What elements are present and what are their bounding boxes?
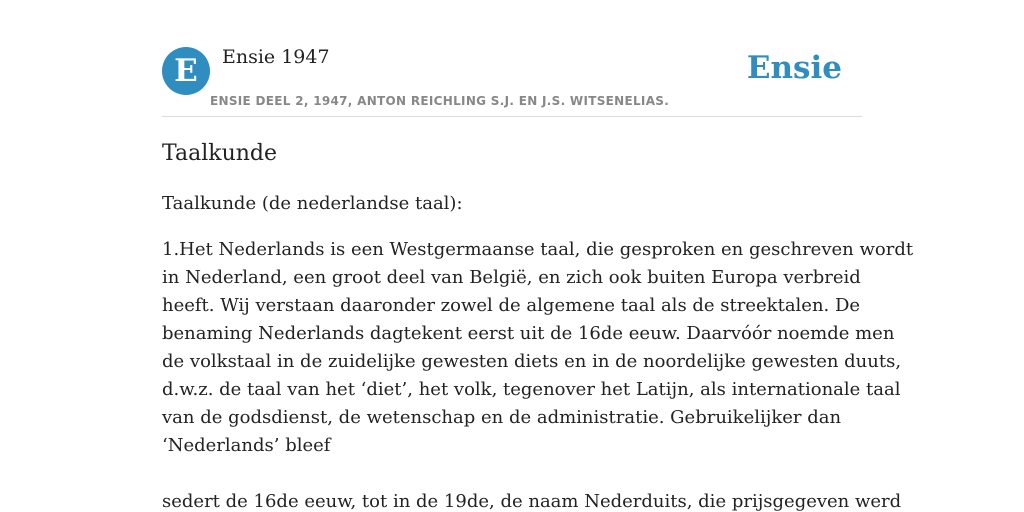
source-subtitle: ENSIE DEEL 2, 1947, ANTON REICHLING S.J. EN J.S. WITSENELIAS.: [210, 94, 670, 108]
paragraph-line: de volkstaal in de zuidelijke gewesten diets en in de noordelijke gewesten duuts,: [162, 351, 902, 372]
site-header: [162, 40, 862, 117]
article-heading: Taalkunde: [162, 141, 278, 166]
ensie-logo-icon[interactable]: E: [162, 47, 210, 95]
paragraph-line: van de godsdienst, de wetenschap en de administratie. Gebruikelijker dan: [162, 407, 842, 428]
site-title[interactable]: Ensie 1947: [222, 46, 330, 68]
paragraph-line: ‘Nederlands’ bleef: [162, 435, 331, 456]
paragraph-line: heeft. Wij verstaan daaronder zowel de algemene taal als de streektalen. De: [162, 295, 861, 316]
paragraph-line: in Nederland, een groot deel van België, en zich ook buiten Europa verbreid: [162, 267, 861, 288]
paragraph-line: 1.Het Nederlands is een Westgermaanse taal, die gesproken en geschreven wordt: [162, 239, 914, 260]
paragraph-line: benaming Nederlands dagtekent eerst uit de 16de eeuw. Daarvóór noemde men: [162, 323, 895, 344]
article-content: [162, 138, 914, 512]
article-paragraph: [162, 236, 914, 460]
paragraph-line: d.w.z. de taal van het ‘diet’, het volk, tegenover het Latijn, als internationale taal: [162, 379, 901, 400]
article-lead: Taalkunde (de nederlandse taal):: [162, 193, 463, 214]
article-paragraph-continued: sedert de 16de eeuw, tot in de 19de, de naam Nederduits, die prijsgegeven werd: [162, 491, 902, 512]
brand-logo[interactable]: Ensie: [746, 50, 842, 86]
